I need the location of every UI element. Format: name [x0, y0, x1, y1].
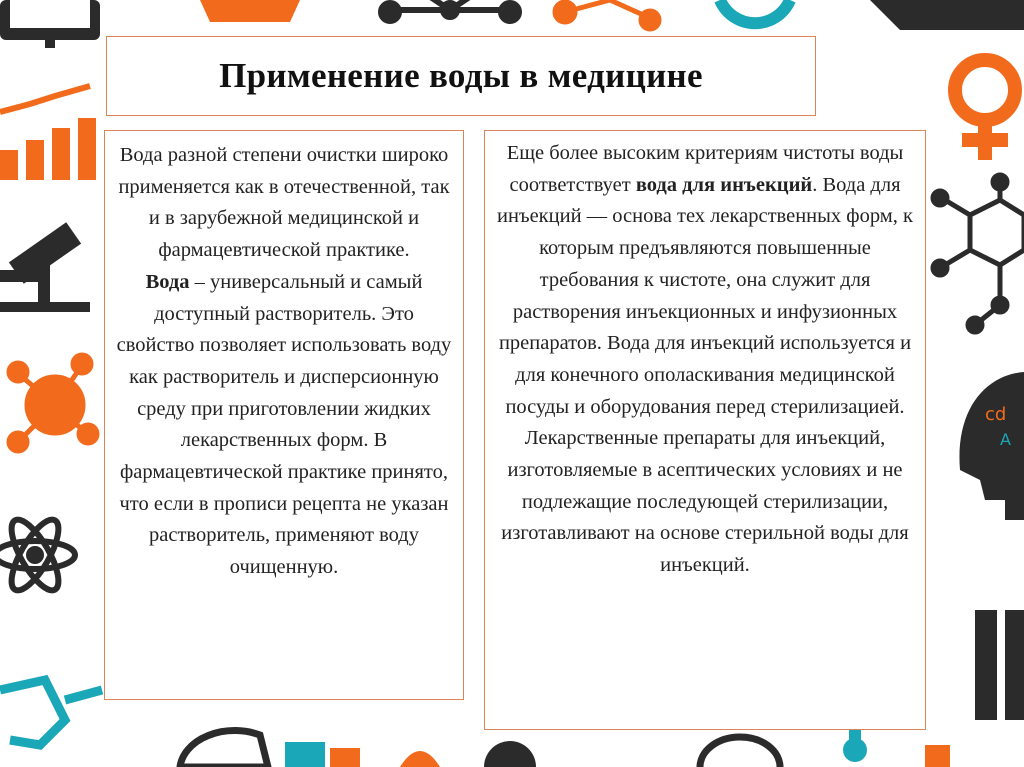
right-bold-term: вода для инъекций [635, 173, 813, 196]
right-text-2: . Вода для инъекций — основа тех лекарственных форм, к которым предъявляются повышенные требования к чистоте, она служит для растворения инъекционных и инфузионных препаратов. Вода для инъекций используется и для конечного ополаскивания медицинской посуды и оборудования перед стерилизацией. [497, 173, 913, 418]
svg-text:A: A [1000, 430, 1011, 449]
letter-m-icon [975, 610, 1024, 720]
bar-chart-icon [0, 86, 96, 180]
molecule-chain-icon [933, 175, 1024, 332]
right-text-1: Еще более высоким критериям чистоты воды соответствует [506, 142, 904, 196]
lab-flask-icon [200, 0, 300, 22]
right-text-3: Лекарственные препараты для инъекций, изготовляемые в асептических условиях и не подлежащие последующей стерилизации, изготавливают на основе стерильной воды для инъекций. [501, 427, 909, 577]
pie-chart-icon [720, 0, 790, 23]
glasses-icon [0, 680, 102, 745]
left-paragraph [113, 140, 455, 584]
left-bold-term: Вода [145, 270, 190, 293]
svg-text:cd: cd [985, 404, 1007, 425]
molecule-chain-icon [555, 0, 659, 29]
right-paragraph-1 [495, 138, 915, 423]
left-text-1: Вода разной степени очистки широко применяется как в отечественной, так и в зарубежной медицинской и фармацевтической практике. [118, 144, 450, 262]
gear-icon [180, 725, 950, 767]
page-title: Применение воды в медицине [219, 56, 703, 95]
right-text-panel [484, 130, 926, 730]
monitor-icon [0, 0, 100, 48]
title-box [106, 36, 816, 116]
right-paragraph-2 [495, 423, 915, 582]
female-symbol-icon [955, 60, 1015, 160]
molecule-icon [381, 0, 519, 21]
atom-icon [0, 513, 75, 596]
molecule-icon [9, 355, 97, 451]
left-text-2: – универсальный и самый доступный растворитель. Это свойство позволяет использовать воду как растворитель и дисперсионную среду при приготовлении жидких лекарственных форм. В фармацевтической практике принято, что если в прописи рецепта не указан растворитель, применяют воду очищенную. [116, 270, 452, 579]
microscope-icon [0, 222, 90, 312]
head-icon [959, 372, 1024, 520]
monitor-icon [870, 0, 1024, 30]
left-text-panel [104, 130, 464, 700]
